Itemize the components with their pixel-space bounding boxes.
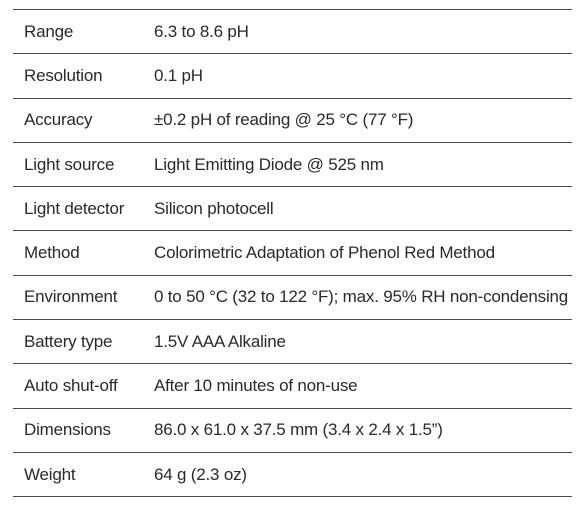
spec-value: 0.1 pH xyxy=(154,54,572,98)
spec-label: Resolution xyxy=(13,54,154,98)
spec-value: ±0.2 pH of reading @ 25 °C (77 °F) xyxy=(154,98,572,142)
spec-value: Colorimetric Adaptation of Phenol Red Method xyxy=(154,231,572,275)
spec-value: 64 g (2.3 oz) xyxy=(154,452,572,496)
spec-label: Light source xyxy=(13,142,154,186)
spec-value: Silicon photocell xyxy=(154,187,572,231)
spec-value: 6.3 to 8.6 pH xyxy=(154,10,572,54)
spec-row-weight xyxy=(13,452,572,496)
spec-row-auto-shut-off xyxy=(13,364,572,408)
spec-label: Accuracy xyxy=(13,98,154,142)
spec-label: Dimensions xyxy=(13,408,154,452)
spec-row-method xyxy=(13,231,572,275)
spec-row-accuracy xyxy=(13,98,572,142)
specifications-table xyxy=(13,9,572,497)
spec-label: Auto shut-off xyxy=(13,364,154,408)
spec-label: Method xyxy=(13,231,154,275)
spec-row-battery-type xyxy=(13,320,572,364)
spec-label: Range xyxy=(13,10,154,54)
spec-row-range xyxy=(13,10,572,54)
spec-value: 1.5V AAA Alkaline xyxy=(154,320,572,364)
spec-row-dimensions xyxy=(13,408,572,452)
spec-label: Battery type xyxy=(13,320,154,364)
spec-label: Weight xyxy=(13,452,154,496)
spec-row-light-source xyxy=(13,142,572,186)
spec-label: Environment xyxy=(13,275,154,319)
spec-value: Light Emitting Diode @ 525 nm xyxy=(154,142,572,186)
spec-label: Light detector xyxy=(13,187,154,231)
spec-row-light-detector xyxy=(13,187,572,231)
spec-value: 0 to 50 °C (32 to 122 °F); max. 95% RH non-condensing xyxy=(154,275,572,319)
spec-value: 86.0 x 61.0 x 37.5 mm (3.4 x 2.4 x 1.5”) xyxy=(154,408,572,452)
spec-row-environment xyxy=(13,275,572,319)
spec-value: After 10 minutes of non-use xyxy=(154,364,572,408)
spec-row-resolution xyxy=(13,54,572,98)
